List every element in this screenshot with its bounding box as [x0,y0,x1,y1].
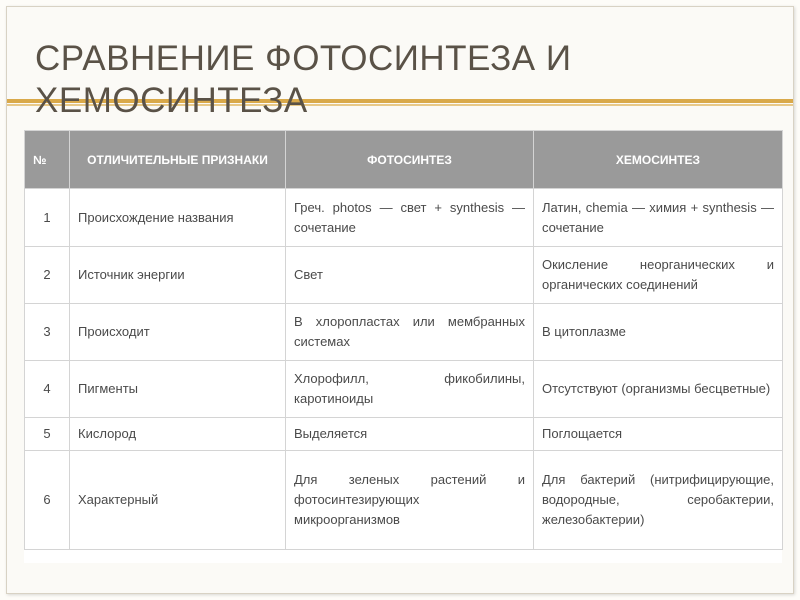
row-num: 1 [25,189,70,247]
row-photo: Хлорофилл, фикобилины, каротиноиды [286,361,534,418]
table-row [25,418,783,451]
header-photosynthesis: ФОТОСИНТЕЗ [286,131,534,189]
row-chemo: Поглощается [534,418,783,451]
table-row [25,451,783,550]
header-num: № [25,131,70,189]
row-photo: В хлоропластах или мембранных системах [286,304,534,361]
row-chemo: В цитоплазме [534,304,783,361]
row-feature: Кислород [70,418,286,451]
row-chemo: Латин, chemia — химия + synthesis — сочетание [534,189,783,247]
table-row [25,361,783,418]
row-photo: Выделяется [286,418,534,451]
row-photo: Для зеленых растений и фотосинтезирующих микроорганизмов [286,451,534,550]
table-row [25,304,783,361]
row-num: 6 [25,451,70,550]
row-chemo: Отсутствуют (организмы бесцветные) [534,361,783,418]
row-feature: Происходит [70,304,286,361]
title-line-1: СРАВНЕНИЕ ФОТОСИНТЕЗА И [35,39,572,78]
slide-title [35,38,755,122]
row-num: 3 [25,304,70,361]
comparison-table-wrapper [24,130,782,563]
row-feature: Пигменты [70,361,286,418]
row-feature: Характерный [70,451,286,550]
row-feature: Источник энергии [70,247,286,304]
comparison-table [24,130,783,550]
row-chemo: Окисление неорганических и органических соединений [534,247,783,304]
row-chemo: Для бактерий (нитрифицирующие, водородные, серобактерии, железобактерии) [534,451,783,550]
row-num: 5 [25,418,70,451]
title-line-2: ХЕМОСИНТЕЗА [35,81,308,120]
row-photo: Греч. photos — свет + synthesis — сочетание [286,189,534,247]
table-row [25,247,783,304]
table-row [25,189,783,247]
row-num: 4 [25,361,70,418]
row-photo: Свет [286,247,534,304]
row-num: 2 [25,247,70,304]
table-header-row [25,131,783,189]
header-feature: ОТЛИЧИТЕЛЬНЫЕ ПРИЗНАКИ [70,131,286,189]
row-feature: Происхождение названия [70,189,286,247]
header-chemosynthesis: ХЕМОСИНТЕЗ [534,131,783,189]
